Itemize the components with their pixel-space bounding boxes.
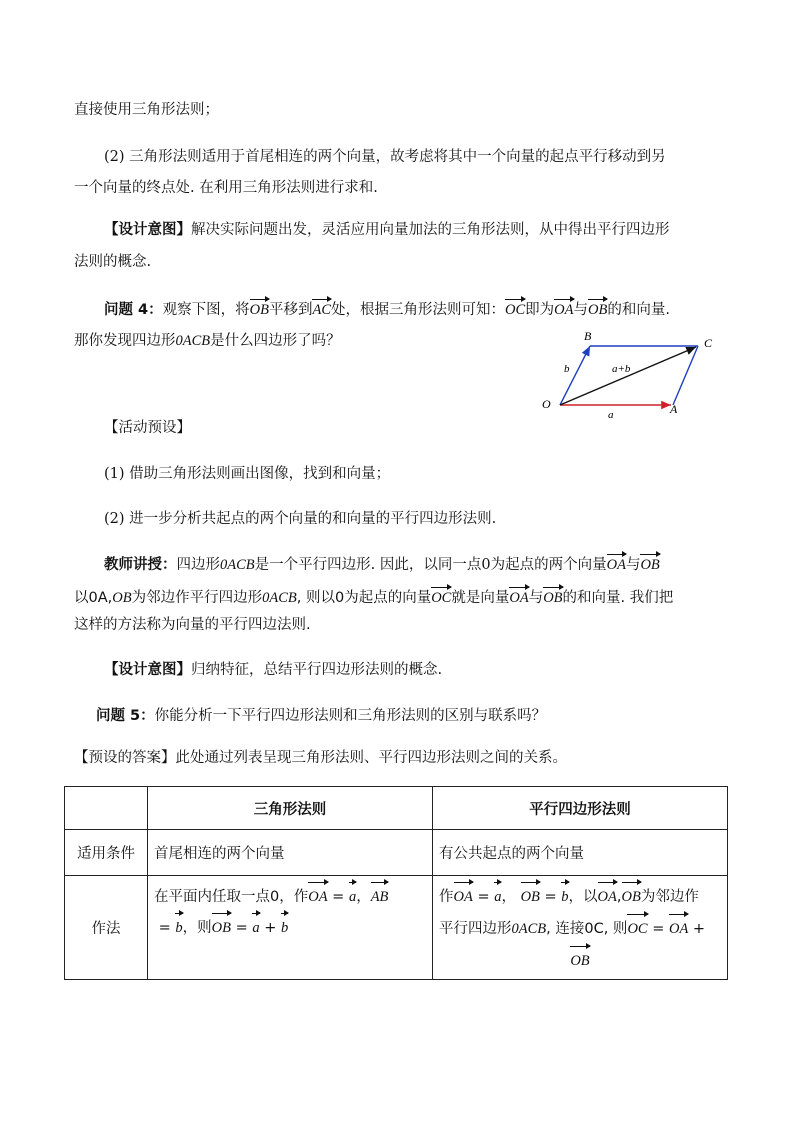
table-row xyxy=(65,876,728,980)
text-line: 一个向量的终点处. 在利用三角形法则进行求和. xyxy=(74,180,378,196)
question-5 xyxy=(96,706,756,726)
vector-OB: OB xyxy=(521,880,540,912)
header-cell xyxy=(65,787,148,830)
table-row xyxy=(65,830,728,876)
vector-b: b xyxy=(561,880,568,912)
table-cell: 作OA = a， OB = b，以OA,OB为邻边作 平行四边形0ACB, 连接0C, 则OC = OA + OB xyxy=(433,876,728,980)
vector-a: a xyxy=(252,911,259,942)
quad-0ACB: 0ACB xyxy=(262,590,297,606)
vector-OB: OB xyxy=(640,552,659,575)
comparison-table xyxy=(64,786,728,980)
text: 为邻边作 xyxy=(640,889,699,905)
vector-AB: AB xyxy=(371,880,389,911)
vector-a: a xyxy=(349,880,356,911)
activity-1: (1) 借助三角形法则画出图像，找到和向量； xyxy=(104,466,391,482)
text-line: (2) 三角形法则适用于首尾相连的两个向量，故考虑将其中一个向量的起点平行移动到另 xyxy=(104,149,666,165)
text: 以 xyxy=(583,889,598,905)
text: 即为 xyxy=(525,302,555,318)
header-cell: 平行四边形法则 xyxy=(433,787,728,830)
text: 此处通过列表呈现三角形法则、平行四边形法则之间的关系。 xyxy=(175,750,567,766)
text: 四边形 xyxy=(176,557,220,573)
teacher-label: 教师讲授： xyxy=(104,557,177,573)
quad-0ACB: 0ACB xyxy=(511,921,547,937)
text: 平行四边形 xyxy=(439,921,512,937)
quad-0ACB: 0ACB xyxy=(175,333,211,349)
text: OB xyxy=(112,590,132,606)
teacher-line3: 这样的方法称为向量的平行四边法则. xyxy=(74,617,311,633)
row-label: 适用条件 xyxy=(65,830,148,876)
text: 就是向量 xyxy=(451,590,510,606)
text: 是一个平行四边形. 因此，以同一点0为起点的两个向量 xyxy=(254,557,607,573)
text: 的和向量. 我们把 xyxy=(562,590,674,606)
label-side-b: b xyxy=(564,363,570,375)
text: , 连接0C, 则 xyxy=(546,921,628,937)
text: 观察下图，将 xyxy=(162,302,250,318)
vector-OB: OB xyxy=(212,911,231,942)
activity-2: (2) 进一步分析共起点的两个向量的和向量的平行四边形法则. xyxy=(104,511,497,527)
table-cell: 首尾相连的两个向量 xyxy=(148,830,433,876)
vector-OC: OC xyxy=(431,585,451,608)
vector-OB: OB xyxy=(622,880,641,912)
table-cell: 在平面内任取一点0，作OA = a，AB = b，则OB = a + b xyxy=(148,876,433,980)
label-side-a: a xyxy=(608,409,614,421)
q4-label: 问题 4： xyxy=(104,302,163,318)
label-A: A xyxy=(670,402,678,416)
question-4-line1 xyxy=(104,297,764,320)
vector-b: b xyxy=(281,911,288,942)
vector-OA: OA xyxy=(308,880,327,911)
vector-OA: OA xyxy=(454,880,473,912)
label-diag: a+b xyxy=(612,363,631,375)
text: 平移到 xyxy=(268,302,313,318)
vector-OA: OA xyxy=(669,912,688,944)
vector-a-plus-b xyxy=(560,347,696,405)
design-intent-2 xyxy=(104,660,764,680)
vector-OC: OC xyxy=(505,297,525,320)
text-line: 法则的概念. xyxy=(74,254,152,270)
vector-OC: OC xyxy=(627,912,647,944)
label-B: B xyxy=(584,329,592,343)
label: 【预设的答案】 xyxy=(74,750,176,766)
text: 那你发现四边形 xyxy=(74,333,176,349)
vector-OA: OA xyxy=(607,552,626,575)
text: 是什么四边形了吗？ xyxy=(210,333,341,349)
vector-OA: OA xyxy=(554,297,573,320)
q5-label: 问题 5： xyxy=(96,708,155,724)
text: 在平面内任取一点0，作 xyxy=(154,889,309,905)
header-cell: 三角形法则 xyxy=(148,787,433,830)
vector-AC: AC xyxy=(312,297,331,320)
vector-OB: OB xyxy=(588,297,607,320)
vector-b: b xyxy=(175,911,182,942)
preset-answer xyxy=(74,748,734,768)
table-cell: 有公共起点的两个向量 xyxy=(433,830,728,876)
teacher-line2 xyxy=(74,585,734,608)
label-O: O xyxy=(542,397,551,411)
text: , 则以0为起点的向量 xyxy=(296,590,432,606)
row-label: 作法 xyxy=(65,876,148,980)
vector-OB: OB xyxy=(570,944,589,976)
text: 与 xyxy=(625,557,641,573)
design-intent-1 xyxy=(104,220,764,240)
label: 【设计意图】 xyxy=(104,662,191,678)
label-C: C xyxy=(704,336,713,350)
vector-OB: OB xyxy=(250,297,269,320)
text: 作 xyxy=(439,889,454,905)
text: 归纳特征，总结平行四边形法则的概念. xyxy=(191,662,443,678)
vector-a: a xyxy=(494,880,501,912)
text: 与 xyxy=(528,590,544,606)
vector-b xyxy=(560,346,590,405)
vector-OA: OA xyxy=(598,880,617,912)
label: 【设计意图】 xyxy=(104,222,191,238)
activity-title: 【活动预设】 xyxy=(104,420,191,436)
parallelogram-figure xyxy=(540,326,725,422)
quad-0ACB: 0ACB xyxy=(220,557,255,573)
text: ，则 xyxy=(182,920,212,936)
teacher-line1 xyxy=(104,552,734,575)
vector-OA: OA xyxy=(509,585,528,608)
text-line: 直接使用三角形法则； xyxy=(74,102,219,118)
text: 解决实际问题出发，灵活应用向量加法的三角形法则，从中得出平行四边形 xyxy=(191,222,670,238)
text: 你能分析一下平行四边形法则和三角形法则的区别与联系吗？ xyxy=(154,708,547,724)
text: 为邻边作平行四边形 xyxy=(131,590,263,606)
table-header-row xyxy=(65,787,728,830)
text: 以0A, xyxy=(74,590,113,606)
text: 的和向量. xyxy=(607,302,670,318)
text: 与 xyxy=(573,302,589,318)
text: 处，根据三角形法则可知： xyxy=(331,302,506,318)
vector-OB: OB xyxy=(543,585,562,608)
